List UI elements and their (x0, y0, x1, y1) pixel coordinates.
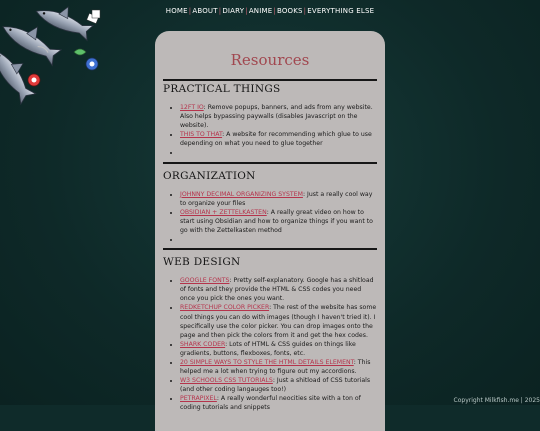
resource-link[interactable]: PETRAPIXEL (180, 395, 217, 403)
section-heading-web-design: WEB DESIGN (163, 256, 241, 269)
nav-separator: | (273, 7, 276, 15)
section-heading-organization: ORGANIZATION (163, 169, 256, 182)
nav-about-link[interactable]: ABOUT (192, 7, 218, 15)
resource-link[interactable]: 20 SIMPLE WAYS TO STYLE THE HTML DETAILS ELEMENT (180, 358, 354, 366)
resource-link[interactable]: W3 SCHOOLS CSS TUTORIALS (180, 377, 273, 385)
page-title: Resources (230, 51, 310, 69)
section-list-web-design (171, 276, 377, 412)
resource-description: : Lots of HTML & CSS guides on things like gradients, buttons, flexboxes, fonts, etc. (180, 340, 356, 357)
resource-description: : A really great video on how to start using Obsidian and how to organize things if you want to go with the Zettelkasten method (180, 208, 373, 234)
top-nav (0, 7, 540, 15)
list-item (180, 208, 377, 235)
resource-link[interactable]: THIS TO THAT (180, 131, 223, 139)
list-item-empty (180, 235, 377, 244)
list-item (180, 394, 377, 412)
nav-diary-link[interactable]: DIARY (222, 7, 245, 15)
resource-link[interactable]: SHARK CODER (180, 340, 226, 348)
resource-description: : Just a really cool way to organize your files (180, 190, 373, 207)
section-list-practical-things (171, 103, 377, 158)
resource-description: : A website for recommending which glue to use depending on what you need to glue together (180, 131, 372, 148)
resource-description: : Pretty self-explanatory. Google has a shitload of fonts and they provide the HTML & CSS codes you need once you pick the ones you want. (180, 277, 374, 303)
section-heading-practical-things: PRACTICAL THINGS (163, 79, 377, 95)
nav-home-link[interactable]: HOME (165, 7, 188, 15)
resource-description: : The rest of the website has some cool things you can do with images (though I haven't tried it). I specifically use the color picker. You can drop images onto the page and then pick the colors from it and get the hex codes. (180, 304, 377, 339)
resource-link[interactable]: 12FT IO (180, 104, 204, 111)
list-item (180, 130, 377, 148)
copyright-text: Copyright Milkfish.me | 2025 (453, 397, 540, 404)
list-item (180, 376, 377, 394)
resource-description: : Remove popups, banners, and ads from any website. Also helps bypassing paywalls (disables Javascript on the website). (180, 104, 373, 130)
nav-everything-else-link[interactable]: EVERYTHING ELSE (307, 7, 375, 15)
resource-link[interactable]: OBSIDIAN + ZETTELKASTEN (180, 208, 267, 216)
list-item (180, 358, 377, 376)
resource-description: : This helped me a lot when trying to figure out my accordions. (180, 358, 371, 376)
list-item (180, 303, 377, 339)
nav-separator: | (303, 7, 307, 15)
list-item (180, 276, 377, 303)
nav-separator: | (218, 7, 222, 15)
resource-description: : Just a shitload of CSS tutorials (and other coding langauges too!) (180, 377, 371, 394)
nav-anime-link[interactable]: ANIME (248, 7, 273, 15)
nav-separator: | (245, 7, 248, 15)
section-list-organization (171, 190, 377, 245)
nav-books-link[interactable]: BOOKS (276, 7, 303, 15)
resource-link[interactable]: GOOGLE FONTS (180, 277, 230, 285)
list-item (180, 190, 377, 208)
resource-link[interactable]: REDKETCHUP COLOR PICKER (180, 304, 270, 312)
resource-description: : A really wonderful neocities site with a ton of coding tutorials and snippets (180, 395, 361, 412)
list-item (180, 103, 377, 130)
nav-separator: | (188, 7, 192, 15)
list-item-empty (180, 148, 377, 157)
resource-link[interactable]: JOHNNY DECIMAL ORGANIZING SYSTEM (180, 190, 303, 198)
list-item (180, 340, 377, 358)
resources-card (155, 31, 385, 431)
